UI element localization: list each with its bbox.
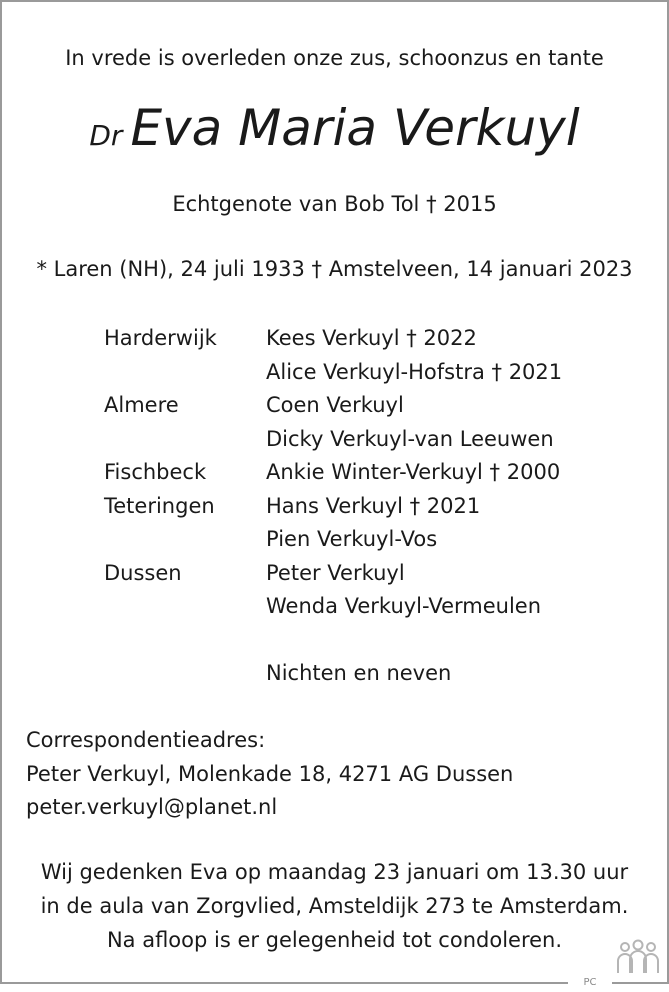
family-person: Kees Verkuyl † 2022 [266, 326, 477, 350]
family-row [104, 523, 562, 557]
family-row [104, 389, 562, 423]
family-person: Dicky Verkuyl-van Leeuwen [266, 426, 554, 451]
deceased-name-line [2, 98, 667, 166]
correspondence-block [26, 724, 513, 825]
family-list [104, 322, 562, 691]
correspondence-heading: Correspondentieadres: [26, 728, 266, 752]
service-line-2: in de aula van Zorgvlied, Amsteldijk 273 te Amsterdam. [40, 894, 629, 918]
memorial-service-block [2, 855, 667, 957]
family-place: Harderwijk [104, 326, 217, 350]
service-line-3: Na afloop is er gelegenheid tot condoleren. [106, 928, 563, 952]
family-place [104, 657, 266, 691]
family-row [104, 322, 562, 356]
family-person: Coen Verkuyl [266, 393, 404, 417]
family-row [104, 423, 562, 457]
family-place: Fischbeck [104, 460, 207, 484]
family-person: Alice Verkuyl-Hofstra † 2021 [266, 359, 563, 384]
family-row [104, 456, 562, 490]
family-row [104, 557, 562, 591]
family-person [266, 624, 273, 658]
family-row [104, 590, 562, 624]
family-person: Nichten en neven [266, 661, 452, 685]
family-person: Pien Verkuyl-Vos [266, 527, 438, 551]
name-title-prefix: Dr [89, 119, 123, 152]
family-place: Teteringen [104, 493, 215, 518]
birth-death-dates: * Laren (NH), 24 juli 1933 † Amstelveen, 14 januari 2023 [36, 257, 633, 281]
family-row [104, 356, 562, 390]
family-row [104, 657, 562, 691]
family-place [104, 423, 266, 457]
family-place [104, 590, 266, 624]
family-row-spacer [104, 624, 562, 658]
family-person: Wenda Verkuyl-Vermeulen [266, 594, 542, 618]
family-place [104, 523, 266, 557]
family-person: Hans Verkuyl † 2021 [266, 493, 481, 518]
intro-text: In vrede is overleden onze zus, schoonzus en tante [65, 46, 604, 70]
correspondence-email: peter.verkuyl@planet.nl [26, 795, 278, 819]
spouse-line: Echtgenote van Bob Tol † 2015 [172, 192, 497, 216]
people-group-icon [614, 939, 662, 975]
service-line-1: Wij gedenken Eva op maandag 23 januari om 13.30 uur [40, 860, 629, 884]
family-person: Ankie Winter-Verkuyl † 2000 [266, 460, 561, 484]
publisher-mark: PC [568, 976, 612, 990]
family-place: Dussen [104, 560, 182, 585]
family-place [104, 356, 266, 390]
family-person: Peter Verkuyl [266, 560, 405, 585]
family-row [104, 490, 562, 524]
deceased-name: Eva Maria Verkuyl [130, 99, 580, 157]
correspondence-address: Peter Verkuyl, Molenkade 18, 4271 AG Dussen [26, 761, 514, 786]
family-place: Almere [104, 393, 179, 417]
family-place [104, 624, 266, 658]
